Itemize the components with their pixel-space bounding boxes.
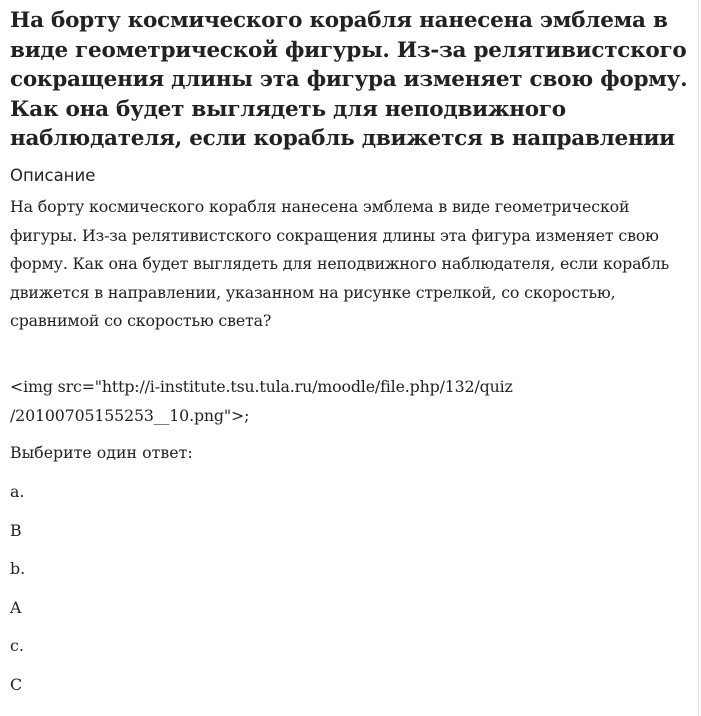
description-text: На борту космического корабля нанесена эмблема в виде геометрической фигуры. Из-за релятивистского сокращения длины эта фигура изменяет свою форму. Как она будет выглядеть для неподвижного наблюдателя, если корабль движется в направлении, указанном на рисунке стрелкой, со скоростью, сравнимой со скоростью света? [10, 197, 670, 331]
answer-option-a-label[interactable]: a. [10, 482, 25, 501]
description-label: Описание [10, 166, 96, 185]
answer-option-c-value: C [10, 674, 23, 694]
answer-option-b-label[interactable]: b. [10, 559, 26, 579]
answer-option-c-label[interactable]: c. [10, 636, 24, 656]
answer-list [10, 479, 25, 711]
answer-prompt: Выберите один ответ: [10, 443, 193, 462]
image-tag-line-1: <img src="http://i-institute.tsu.tula.ru/moodle/file.php/132/quiz [10, 377, 513, 396]
answer-option-b-value: A [10, 597, 22, 617]
question-title: На борту космического корабля нанесена эмблема в виде геометрической фигуры. Из-за релятивистского сокращения длины эта фигура изменяет свою форму. Как она будет выглядеть для неподвижного наблюдателя, если корабль движется в направлении [10, 8, 688, 152]
answer-option-a-value: B [10, 520, 22, 540]
image-tag-text [10, 372, 694, 430]
image-tag-line-2: /20100705155253__10.png">; [10, 406, 250, 425]
